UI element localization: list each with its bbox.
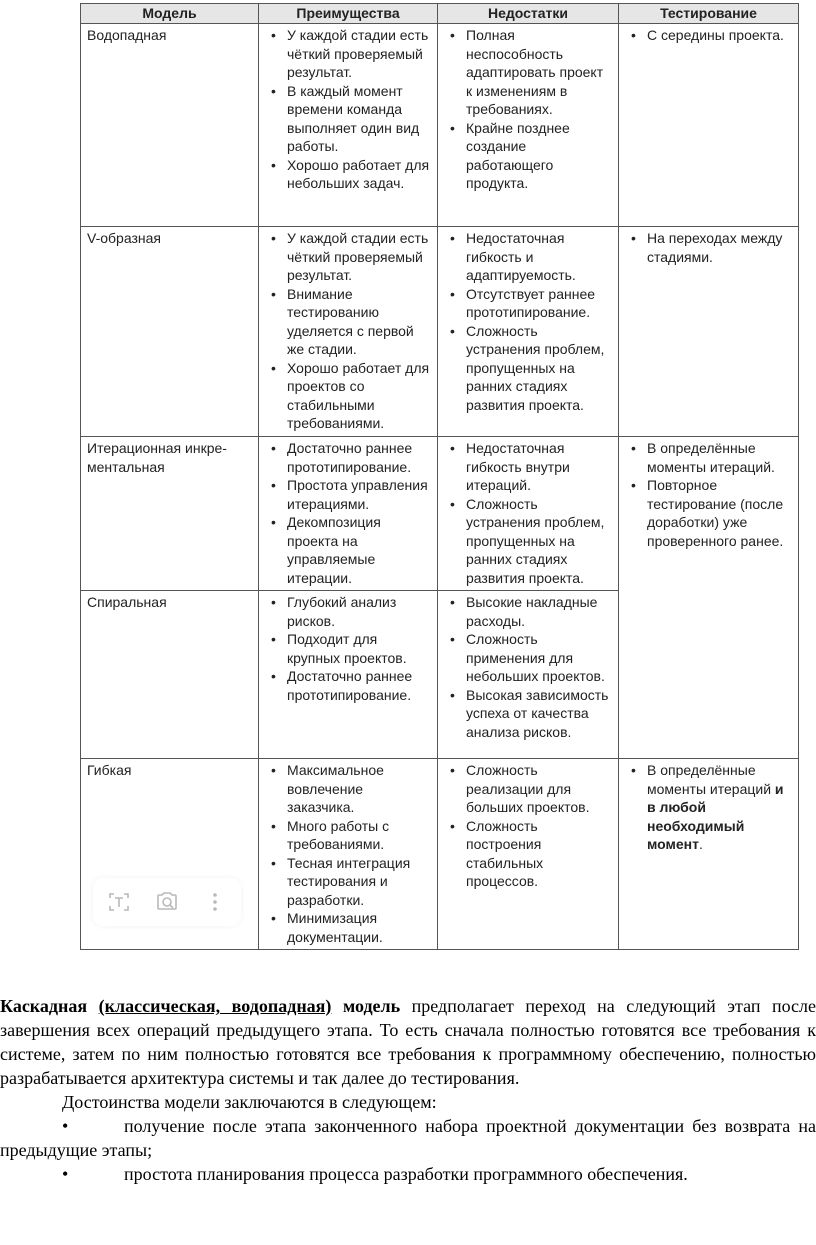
list-item: • Повторное тестирование (после доработки) уже проверенного ранее. bbox=[625, 476, 793, 550]
list-item: • Высокие накладные расходы. bbox=[444, 593, 613, 630]
list-item: • Достаточно раннее прототипирование. bbox=[265, 439, 432, 476]
model-name-cell: V-образная bbox=[81, 227, 259, 437]
bullet-text: получение после этапа законченного набора проектной документации без возврата на предыдущие этапы; bbox=[0, 1116, 816, 1160]
testing-list bbox=[625, 439, 793, 550]
list-item: • Достаточно раннее прототипирование. bbox=[265, 667, 432, 704]
list-item: • Внимание тестированию уделяется с первой же стадии. bbox=[265, 285, 432, 359]
testing-list bbox=[625, 26, 793, 45]
list-item: • Простота управления итерациями. bbox=[265, 476, 432, 513]
table-row bbox=[81, 437, 799, 591]
list-item: • Глубокий анализ рисков. bbox=[265, 593, 432, 630]
header-cell-testing: Тестирование bbox=[619, 4, 799, 24]
list-item bbox=[0, 1114, 816, 1162]
list-item: • Крайне позднее создание работающего продукта. bbox=[444, 119, 613, 193]
list-item: • Недостаточная гибкость и адаптируемость. bbox=[444, 229, 613, 285]
term-bold-underlined: (классическая, водопадная) bbox=[98, 996, 332, 1016]
list-item: • Сложность устранения проблем, пропущенных на ранних стадиях развития проекта. bbox=[444, 322, 613, 415]
disadvantages-list bbox=[444, 229, 613, 414]
list-item: • С середины проекта. bbox=[625, 26, 793, 45]
header-cell-advantages: Преимущества bbox=[259, 4, 438, 24]
testing-list bbox=[625, 761, 793, 854]
testing-text: В определённые моменты итераций bbox=[647, 762, 772, 797]
image-toolbar bbox=[93, 878, 241, 926]
models-table-part-2 bbox=[80, 436, 799, 950]
advantages-list bbox=[265, 439, 432, 587]
model-name-cell: Водопадная bbox=[81, 24, 259, 227]
advantages-list bbox=[265, 593, 432, 704]
advantages-list bbox=[265, 229, 432, 433]
header-cell-disadvantages: Недостатки bbox=[438, 4, 619, 24]
testing-text-end: . bbox=[699, 836, 703, 852]
bullet-mark: • bbox=[62, 1164, 69, 1184]
list-item: • Полная неспособность адаптировать проект к изменениям в требованиях. bbox=[444, 26, 613, 119]
paragraph-advantages-intro: Достоинства модели заключаются в следующем: bbox=[62, 1092, 437, 1112]
list-item bbox=[0, 1162, 816, 1186]
list-item: • Декомпозиция проекта на управляемые итерации. bbox=[265, 513, 432, 587]
paragraph-waterfall bbox=[0, 994, 816, 1090]
list-item: • Отсутствует раннее прототипирование. bbox=[444, 285, 613, 322]
model-name-cell: Гибкая bbox=[81, 759, 259, 950]
list-item: • Много работы с требованиями. bbox=[265, 817, 432, 854]
list-item: • Высокая зависимость успеха от качества анализа рисков. bbox=[444, 686, 613, 742]
term-bold: модель bbox=[342, 996, 401, 1016]
list-item: • В каждый момент времени команда выполняет один вид работы. bbox=[265, 82, 432, 156]
table-row bbox=[81, 227, 799, 437]
disadvantages-list bbox=[444, 761, 613, 891]
testing-text-bold: и в любой необходимый момент bbox=[647, 780, 784, 852]
advantages-list bbox=[265, 761, 432, 946]
list-item: • Тесная интеграция тестирования и разработки. bbox=[265, 854, 432, 910]
model-name-part: ментальная bbox=[87, 458, 165, 475]
bullet-mark: • bbox=[62, 1116, 69, 1136]
list-item: • На переходах между стадиями. bbox=[625, 229, 793, 266]
models-table-part-1 bbox=[80, 3, 799, 437]
list-item: • У каждой стадии есть чёткий проверяемый результат. bbox=[265, 229, 432, 285]
model-name-part: инкре- bbox=[185, 440, 227, 456]
header-cell-model: Модель bbox=[81, 4, 259, 24]
model-name-part: Итерационная bbox=[87, 440, 182, 456]
text-scan-icon[interactable] bbox=[107, 890, 131, 914]
bullet-text: простота планирования процесса разработки программного обеспечения. bbox=[124, 1164, 688, 1184]
table-header-row bbox=[81, 4, 799, 24]
list-item: • Сложность построения стабильных процессов. bbox=[444, 817, 613, 891]
model-name-cell bbox=[81, 437, 259, 591]
disadvantages-list bbox=[444, 439, 613, 587]
disadvantages-list bbox=[444, 593, 613, 741]
list-item: • Сложность устранения проблем, пропущенных на ранних стадиях развития проекта. bbox=[444, 495, 613, 588]
term-bold: Каскадная bbox=[0, 996, 88, 1016]
list-item: • Хорошо работает для небольших задач. bbox=[265, 156, 432, 193]
table-row bbox=[81, 24, 799, 227]
document-text bbox=[0, 994, 816, 1186]
disadvantages-list bbox=[444, 26, 613, 193]
list-item: • У каждой стадии есть чёткий проверяемый результат. bbox=[265, 26, 432, 82]
list-item: • Максимальное вовлечение заказчика. bbox=[265, 761, 432, 817]
lens-search-icon[interactable] bbox=[155, 890, 179, 914]
list-item: • Хорошо работает для проектов со стабильными требованиями. bbox=[265, 359, 432, 433]
list-item: • В определённые моменты итераций. bbox=[625, 439, 793, 476]
testing-list bbox=[625, 229, 793, 266]
paragraph-text: предполагает переход на следующий этап после завершения всех операций предыдущего этапа. То есть сначала полностью готовятся все требования к системе, затем по ним полностью готовятся все требования к программному обеспечению, полностью разрабатывается архитектура системы и так далее до тестирования. bbox=[0, 996, 816, 1088]
list-item: • Подходит для крупных проектов. bbox=[265, 630, 432, 667]
list-item: • Сложность реализации для больших проектов. bbox=[444, 761, 613, 817]
advantages-list bbox=[265, 26, 432, 193]
more-vertical-icon[interactable] bbox=[203, 890, 227, 914]
list-item: • Сложность применения для небольших проектов. bbox=[444, 630, 613, 686]
list-item bbox=[625, 761, 793, 854]
model-name-cell: Спиральная bbox=[81, 591, 259, 759]
list-item: • Минимизация документации. bbox=[265, 909, 432, 946]
list-item: • Недостаточная гибкость внутри итераций. bbox=[444, 439, 613, 495]
